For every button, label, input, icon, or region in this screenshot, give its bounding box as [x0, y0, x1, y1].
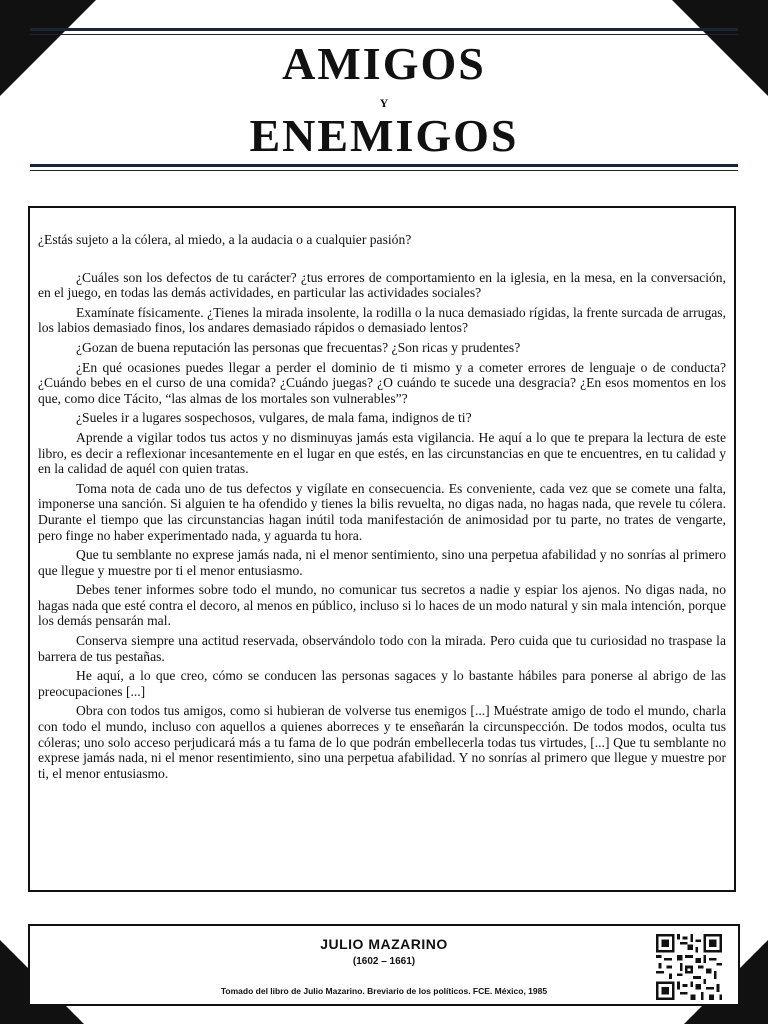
paragraph: ¿En qué ocasiones puedes llegar a perder el dominio de ti mismo y a cometer errores de lenguaje o de conducta? ¿Cuándo bebes en el curso de una comida? ¿Cuándo juegas? ¿O cuándo te sucede una desgracia? ¿En esos momentos en los que, como dice Tácito, “las almas de los mortales son vulnerables”? — [38, 359, 726, 406]
paragraph: Obra con todos tus amigos, como si hubieran de volverse tus enemigos [...] Muéstrate amigo de todo el mundo, charla con todo el mundo, incluso con aquellos a quienes aborreces y te enseñarán la circunspección. De todos modos, oculta tus cóleras; uno solo acceso perjudicará más a tu fama de lo que podrán embellecerla todas tus virtudes, [...] Que tu semblante no exprese jamás nada, ni el menor resentimiento, sino una perpetua afabilidad. Y no sonrías al primero que llegue y muestre por ti, el menor entusiasmo. — [38, 703, 726, 781]
paragraph: Toma nota de cada uno de tus defectos y vigílate en consecuencia. Es conveniente, cada vez que se comete una falta, imponerse una sanción. Si alguien te ha ofendido y tienes la bilis revuelta, no digas nada, no hagas nada, que revele tu cólera. Durante el tiempo que las circunstancias hagan inútil toda manifestación de animosidad por tu parte, no trates de vengarte, pero finge no haber experimentado nada, y aguarda tu hora. — [38, 480, 726, 543]
header-rule-bottom-thin — [30, 170, 738, 171]
paragraph: ¿Gozan de buena reputación las personas que frecuentas? ¿Son ricas y prudentes? — [76, 339, 521, 355]
paragraph: Conserva siempre una actitud reservada, observándolo todo con la mirada. Pero cuida que tu curiosidad no traspase la barrera de tus pestañas. — [38, 633, 726, 664]
paragraph: ¿Estás sujeto a la cólera, al miedo, a la audacia o a cualquier pasión? — [38, 232, 412, 247]
paragraph: Debes tener informes sobre todo el mundo, no comunicar tus secretos a nadie y espiar los ajenos. No digas nada, no hagas nada que esté contra el decoro, al menos en público, incluso si lo haces de un modo natural y sin mala intención, porque los demás pensarán mal. — [38, 582, 726, 629]
qr-code-icon — [656, 934, 722, 1000]
title-line-2: ENEMIGOS — [249, 110, 519, 161]
source-citation: Tomado del libro de Julio Mazarino. Breviario de los políticos. FCE. México, 1985 — [220, 986, 548, 996]
author-name: JULIO MAZARINO — [320, 936, 448, 952]
paragraph: Examínate físicamente. ¿Tienes la mirada insolente, la rodilla o la nuca demasiado rígidas, la frente surcada de arrugas, los labios demasiado finos, los andares demasiado rápidos o demasiado lentos? — [38, 304, 726, 336]
title-line-1: AMIGOS — [282, 38, 486, 89]
author-years: (1602 – 1661) — [352, 956, 416, 967]
paragraph: ¿Cuáles son los defectos de tu carácter? ¿tus errores de comportamiento en la iglesia, en la mesa, en la conversación, en el juego, en todas las demás actividades, en particular las actividades sociales? — [38, 269, 726, 301]
paragraph: Que tu semblante no exprese jamás nada, ni el menor sentimiento, sino una perpetua afabilidad y no sonrías al primero que llegue y muestre por ti el menor entusiasmo. — [38, 547, 726, 578]
paragraph: He aquí, a lo que creo, cómo se conducen las personas sagaces y lo bastante hábiles para ponerse al abrigo de las preocupaciones [...] — [38, 668, 726, 699]
title-conjunction: Y — [379, 96, 389, 110]
text-body-frame — [28, 206, 736, 892]
header-rule-top — [30, 28, 738, 31]
header-rule-top-thin — [30, 34, 738, 35]
paragraph: Aprende a vigilar todos tus actos y no disminuyas jamás esta vigilancia. He aquí a lo que te prepara la lectura de este libro, es decir a reflexionar incesantemente en el lugar en que estés, en las circunstancias en que te encuentres, en tu calidad y en la calidad de aquél con quien tratas. — [38, 429, 726, 477]
header-rule-bottom — [30, 164, 738, 167]
footer-credits — [28, 924, 740, 1006]
paragraph: ¿Sueles ir a lugares sospechosos, vulgares, de mala fama, indignos de ti? — [76, 410, 472, 426]
page-title — [0, 38, 768, 162]
